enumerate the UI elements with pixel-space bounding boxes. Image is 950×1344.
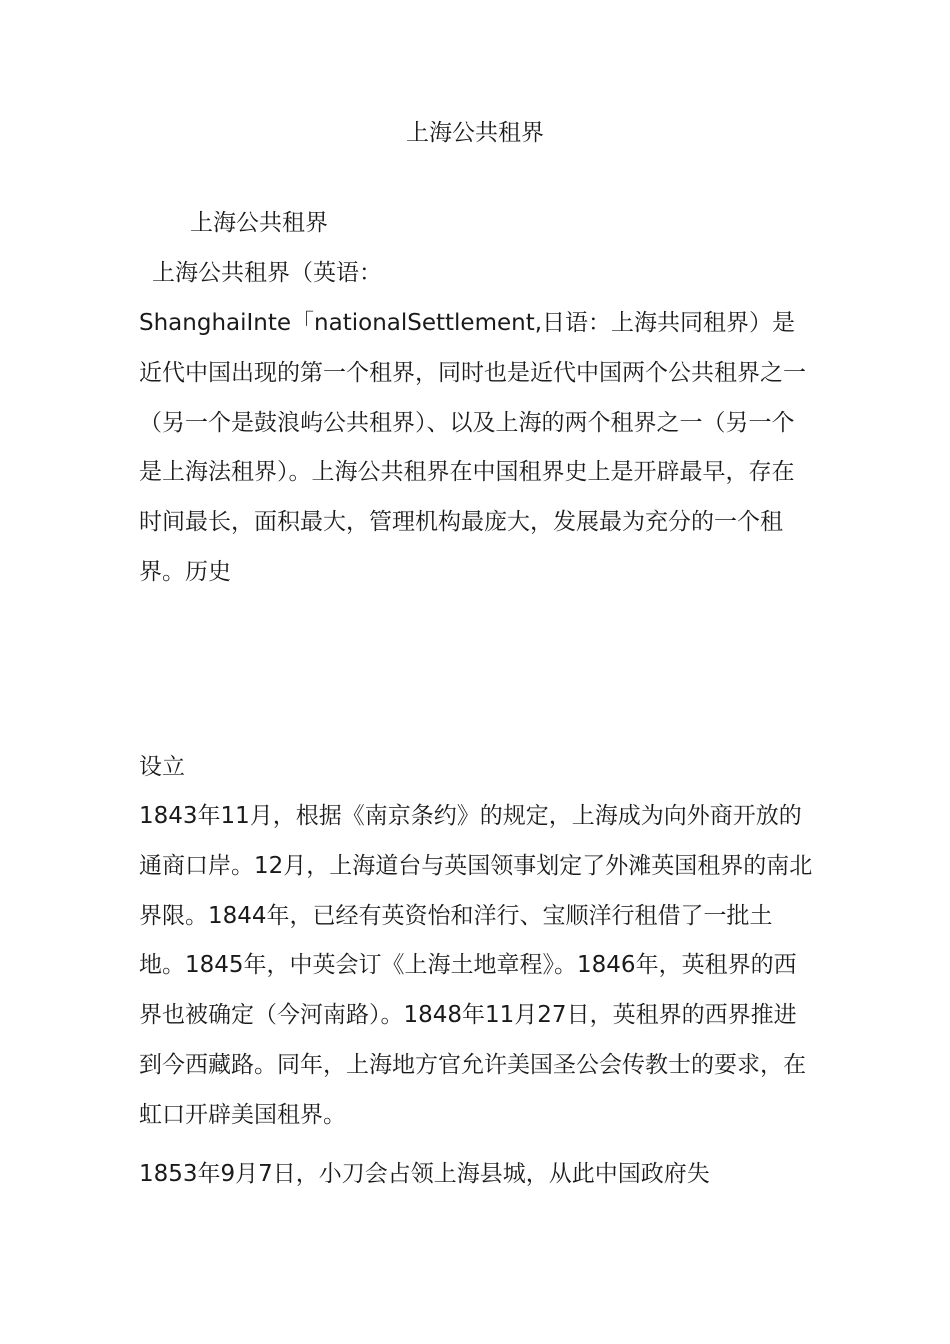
document-title: 上海公共租界 (406, 120, 544, 146)
body-paragraph-continued: 1853年9月7日，小刀会占领上海县城，从此中国政府失 (139, 1161, 710, 1187)
body-paragraph: 1843年11月，根据《南京条约》的规定，上海成为向外商开放的通商口岸。12月，上海道台与英国领事划定了外滩英国租界的南北界限。1844年，已经有英资怡和洋行、宝顺洋行租借了一批土地。1845年，中英会订《上海土地章程》。1846年，英租界的西界也被确定（今河南路）。1848年11月27日，英租界的西界推进到今西藏路。同年，上海地方官允许美国圣公会传教士的要求，在虹口开辟美国租界。 (139, 803, 813, 1128)
section-heading: 设立 (139, 754, 185, 780)
intro-paragraph: ShanghaiInte「nationalSettlement,日语：上海共同租界）是近代中国出现的第一个租界，同时也是近代中国两个公共租界之一（另一个是鼓浪屿公共租界）、以及上海的两个租界之一（另一个是上海法租界）。上海公共租界在中国租界史上是开辟最早，存在时间最长，面积最大，管理机构最庞大，发展最为充分的一个租界。历史 (139, 310, 806, 585)
intro-lead-line: 上海公共租界（英语： (152, 260, 382, 286)
document-subtitle: 上海公共租界 (190, 210, 328, 236)
